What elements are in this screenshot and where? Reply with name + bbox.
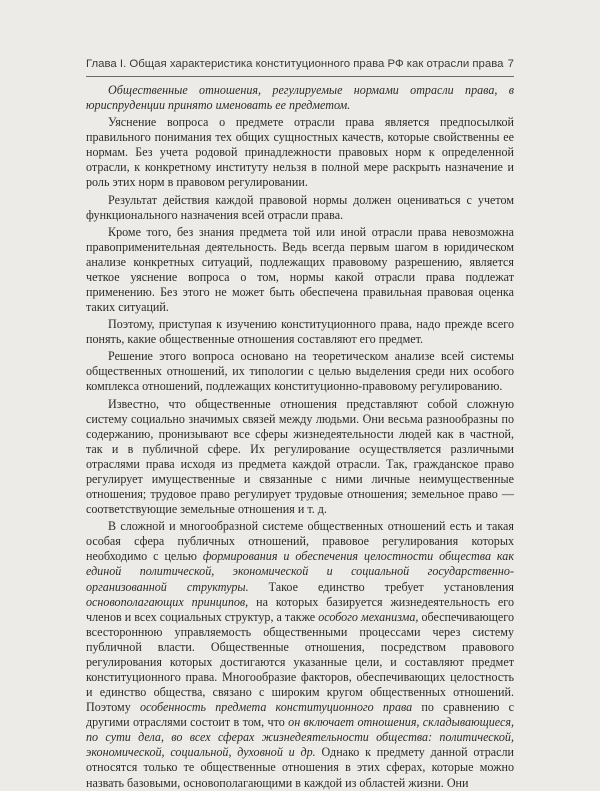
paragraph-definition	[86, 83, 514, 113]
text-run: В сложной и многообразной системе общественных отношений есть и такая особая сфера публичных отношений, правовое регулирования которых необходимо с целью	[86, 519, 514, 564]
emphasis-run: он включает отношения, складывающиеся, по сути дела, во всех сферах жизнедеятельности общества: политической, экономической, социальной, духовной и др.	[86, 715, 514, 760]
paragraph: Кроме того, без знания предмета той или иной отрасли права невозможна правоприменительная деятельность. Ведь всегда первым шагом в юридическом анализе конкретных ситуаций, подлежащих правовому разрешению, является четкое уяснение вопроса о том, нормы какой отрасли права подлежат применению. Без этого не может быть обеспечена правильная правовая оценка таких ситуаций.	[86, 224, 514, 315]
emphasis-run: особого механизма,	[318, 609, 419, 624]
paragraph: Результат действия каждой правовой нормы должен оцениваться с учетом функционального назначения всей отрасли права.	[86, 192, 514, 222]
text-run: Такое единство требует установления	[248, 579, 514, 594]
paragraph: Известно, что общественные отношения представляют собой сложную систему социально значимых связей между людьми. Они весьма разнообразны по содержанию, пронизывают все сферы жизнедеятельности людей как в частной, так и в публичной сфере. Их регулирование осуществляется различными отраслями права исходя из предмета каждой отрасли. Так, гражданское право регулирует имущественные и связанные с ними личные неимущественные отношения; трудовое право регулирует трудовые отношения; земельное право — соответствующие земельные отношения и т. д.	[86, 396, 514, 517]
header-rule	[86, 76, 514, 77]
running-header	[86, 58, 514, 70]
paragraph: Поэтому, приступая к изучению конституционного права, надо прежде всего понять, какие общественные отношения составляют его предмет.	[86, 317, 514, 347]
text-run: обеспечивающего всестороннюю управляемость общественными процессами через систему публичной власти. Общественные отношения, посредством правового регулирования которых достигаются указанные цели, и составляют предмет конституционного права. Многообразие факторов, обеспечивающих целостность и единство общества, связано с широким кругом общественных отношений. Поэтому	[86, 609, 514, 715]
paragraph: Решение этого вопроса основано на теоретическом анализе всей системы общественных отношений, их типологии с целью выделения среди них особого комплекса отношений, подлежащих конституционно-правовому регулированию.	[86, 349, 514, 394]
paragraph: Уяснение вопроса о предмете отрасли права является предпосылкой правильного понимания тех общих сущностных качеств, которые свойственны ее нормам. Без учета родовой принадлежности правовых норм к определенной отрасли, к конкретному институту нельзя в полной мере раскрыть назначение и роль этих норм в правовом регулировании.	[86, 115, 514, 190]
emphasis-run: основополагающих принципов,	[86, 594, 249, 609]
body-text	[86, 83, 514, 791]
emphasis-run: формирования и обеспечения целостности общества как единой политической, экономической и социальной государственно-организованной структуры.	[86, 549, 514, 594]
emphasis-run: особенность предмета конституционного права	[139, 700, 413, 715]
text-run: на которых базируется жизнедеятельность его членов и всех социальных структур, а также	[86, 594, 514, 624]
text-run: Однако к предмету данной отрасли относятся только те общественные отношения в этих сферах, которые можно назвать базовыми, основополагающими в каждой из областей жизни. Они	[86, 745, 514, 790]
definition-italic: Общественные отношения, регулируемые нормами отрасли права, в юриспруденции принято именовать ее предметом.	[86, 83, 514, 113]
chapter-title: Глава I. Общая характеристика конституционного права РФ как отрасли права	[86, 58, 504, 70]
page-number: 7	[507, 58, 514, 70]
text-run: по сравнению с другими отраслями состоит в том, что	[86, 700, 514, 730]
